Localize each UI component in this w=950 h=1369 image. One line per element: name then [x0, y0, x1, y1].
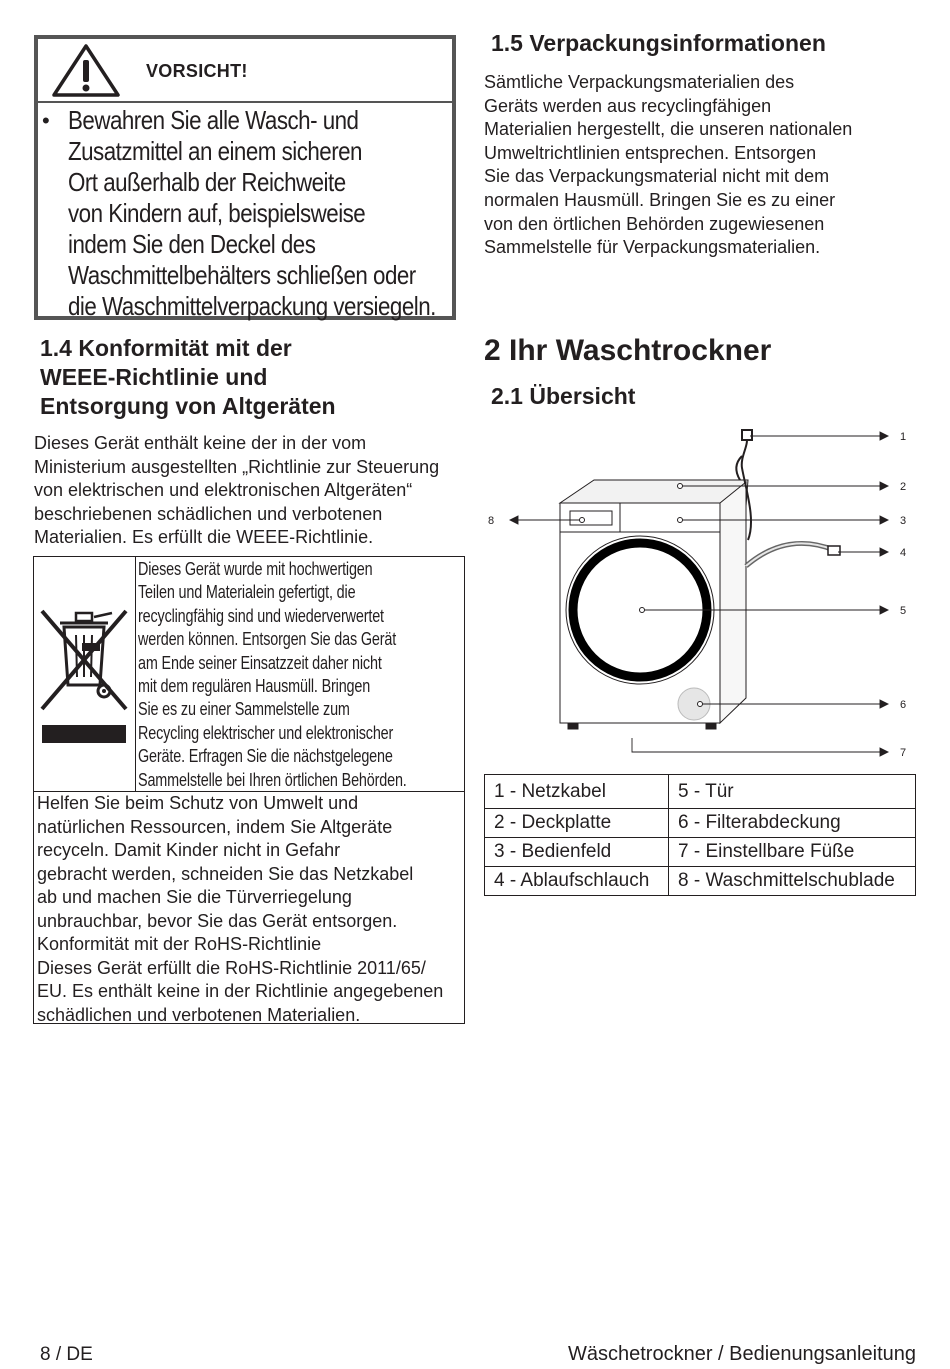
bullet-glyph: •	[42, 108, 50, 133]
legend-cell: 1 - Netzkabel	[485, 775, 669, 809]
weee-table	[33, 556, 465, 1024]
table-row	[485, 809, 916, 838]
section-1-4-intro: Dieses Gerät enthält keine der in der vom Ministerium ausgestellten „Richtlinie zur Steuerung von elektrischen und elektronischen Altgeräten“ beschriebenen schädlichen und verbotenen Materialien. Es erfüllt die WEEE-Richtlinie.	[34, 433, 440, 548]
table-row	[485, 838, 916, 867]
weee-table-divider	[135, 557, 136, 791]
diagram-number: 8	[488, 515, 495, 527]
table-row	[485, 867, 916, 896]
legend-cell: 7 - Einstellbare Füße	[669, 838, 916, 867]
legend-cell: 3 - Bedienfeld	[485, 838, 669, 867]
caution-box	[34, 35, 456, 320]
document-title: Wäschetrockner / Bedienungsanleitung	[568, 1343, 916, 1365]
page-number: 8 / DE	[40, 1344, 93, 1365]
section-1-5-heading: 1.5 Verpackungsinformationen	[491, 30, 826, 56]
overview-legend-table	[484, 774, 916, 896]
diagram-number: 1	[900, 431, 907, 443]
caution-text: Bewahren Sie alle Wasch- und Zusatzmittel an einem sicheren Ort außerhalb der Reichweite von Kindern auf, beispielsweise indem Sie den Deckel des Waschmittelbehälters schließen oder die Waschmittelverpackung versiegeln.	[68, 105, 436, 321]
legend-cell: 6 - Filterabdeckung	[669, 809, 916, 838]
diagram-number: 7	[900, 747, 907, 759]
legend-cell: 5 - Tür	[669, 775, 916, 809]
legend-cell: 4 - Ablaufschlauch	[485, 867, 669, 896]
diagram-number: 6	[900, 699, 907, 711]
diagram-number: 3	[900, 515, 907, 527]
section-1-4-heading: 1.4 Konformität mit der WEEE-Richtlinie und Entsorgung von Altgeräten	[40, 335, 336, 419]
crossed-out-bin-icon	[38, 599, 130, 751]
washer-dryer-diagram	[484, 420, 924, 765]
table-row	[485, 775, 916, 809]
legend-cell: 8 - Waschmittelschublade	[669, 867, 916, 896]
section-2-1-heading: 2.1 Übersicht	[491, 383, 636, 409]
caution-title: VORSICHT!	[146, 61, 248, 81]
diagram-number: 5	[900, 605, 907, 617]
diagram-number: 4	[900, 547, 907, 559]
section-1-5-text: Sämtliche Verpackungsmaterialien des Geräts werden aus recyclingfähigen Materialien hergestellt, die unseren nationalen Umweltrichtlinien entsprechen. Entsorgen Sie das Verpackungsmaterial nicht mit dem normalen Hausmüll. Bringen Sie es zu einer von den örtlichen Behörden zugewiesenen Sammelstelle für Verpackungsmaterialien.	[484, 72, 853, 258]
caution-header	[38, 39, 452, 103]
section-2-heading: 2 Ihr Waschtrockner	[484, 334, 772, 367]
caution-body	[40, 105, 448, 322]
diagram-number: 2	[900, 481, 907, 493]
weee-bottom-text: Helfen Sie beim Schutz von Umwelt und natürlichen Ressourcen, indem Sie Altgeräte recyceln. Damit Kinder nicht in Gefahr gebracht werden, schneiden Sie das Netzkabel ab und machen Sie die Türverriegelung unbrauchbar, bevor Sie das Gerät entsorgen. Konformität mit der RoHS-Richtlinie Dieses Gerät erfüllt die RoHS-Richtlinie 2011/65/ EU. Es enthält keine in der Richtlinie angegebenen schädlichen und verbotenen Materialien.	[37, 793, 444, 1025]
warning-triangle-icon	[50, 43, 122, 97]
legend-cell: 2 - Deckplatte	[485, 809, 669, 838]
weee-description: Dieses Gerät wurde mit hochwertigen Teilen und Materialein gefertigt, die recyclingfähig sind und wiederverwertet werden können. Entsorgen Sie das Gerät am Ende seiner Einsatzzeit daher nicht mit dem regulären Hausmüll. Bringen Sie es zu einer Sammelstelle zum Recycling elektrischer und elektronischer Geräte. Erfragen Sie die nächstgelegene Sammelstelle bei Ihren örtlichen Behörden.	[138, 559, 407, 790]
